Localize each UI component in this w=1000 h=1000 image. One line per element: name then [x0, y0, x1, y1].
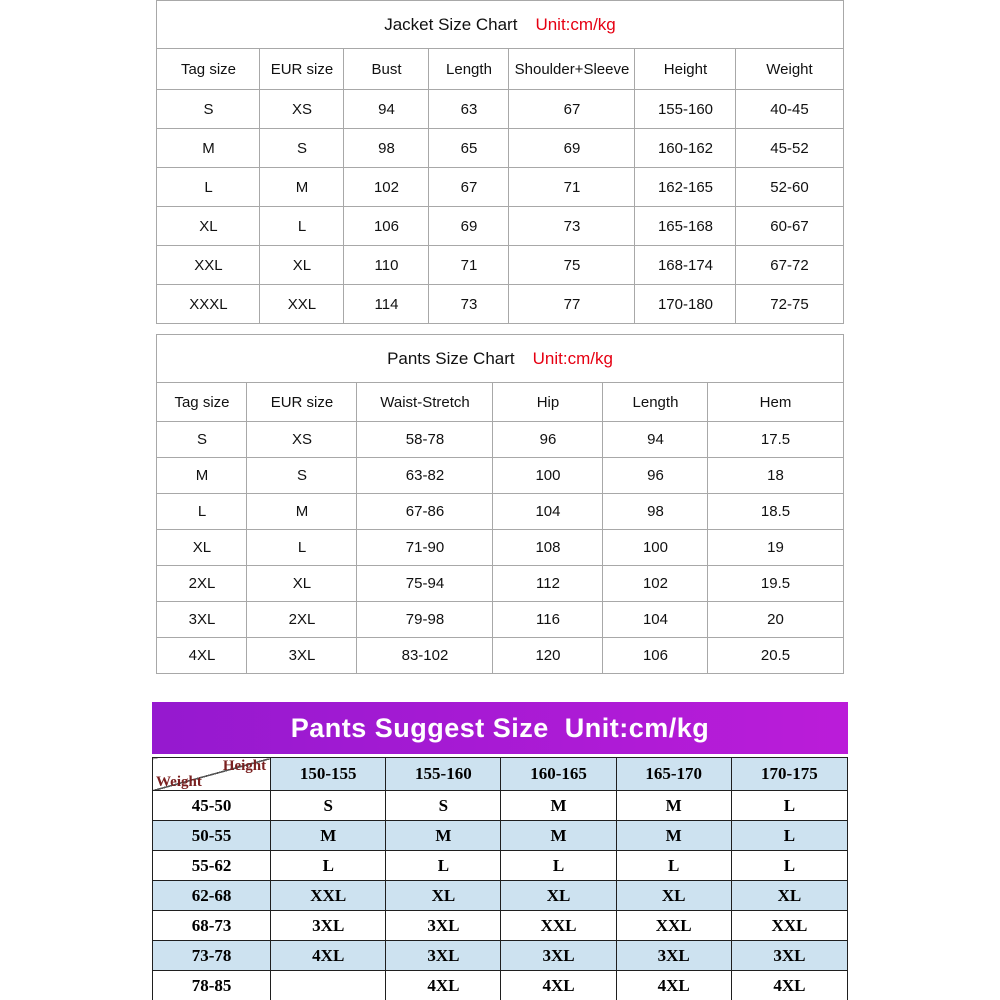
table-cell: 120: [493, 638, 603, 674]
table-cell: XXXL: [157, 285, 260, 324]
table-cell: 96: [493, 422, 603, 458]
table-cell: 73: [429, 285, 509, 324]
table-cell: 73-78: [153, 941, 271, 971]
table-row: [153, 851, 848, 881]
table-cell: M: [260, 168, 344, 207]
table-cell: 100: [603, 530, 708, 566]
table-cell: M: [271, 821, 386, 851]
table-cell: 168-174: [635, 246, 736, 285]
pants-suggest-banner: [152, 702, 848, 754]
table-cell: 69: [509, 129, 635, 168]
table-cell: 58-78: [357, 422, 493, 458]
pants-chart-title: Pants Size Chart: [387, 348, 515, 368]
height-range-header: 155-160: [386, 758, 501, 791]
table-cell: EUR size: [260, 49, 344, 90]
pants-suggest-section: [152, 702, 848, 1000]
table-cell: L: [386, 851, 501, 881]
table-cell: Shoulder+Sleeve: [509, 49, 635, 90]
pants-table-body: [157, 422, 843, 674]
pants-suggest-banner-title: Pants Suggest Size: [290, 712, 549, 743]
table-cell: 112: [493, 566, 603, 602]
jacket-size-table: [156, 0, 843, 324]
table-cell: 2XL: [157, 566, 247, 602]
jacket-table-head: [157, 1, 843, 90]
table-cell: 98: [603, 494, 708, 530]
pants-title-row: [157, 335, 843, 383]
table-cell: XL: [247, 566, 357, 602]
table-row: [157, 246, 843, 285]
table-cell: 75-94: [357, 566, 493, 602]
table-row: [157, 638, 843, 674]
table-cell: XL: [616, 881, 731, 911]
table-cell: 18.5: [708, 494, 843, 530]
table-cell: 104: [603, 602, 708, 638]
table-cell: 106: [603, 638, 708, 674]
table-cell: 3XL: [616, 941, 731, 971]
pants-suggest-table: [152, 757, 848, 1000]
table-cell: 71: [509, 168, 635, 207]
table-cell: L: [731, 821, 847, 851]
table-row: [157, 49, 843, 90]
jacket-chart-title-cell: [157, 1, 843, 49]
table-cell: 3XL: [501, 941, 616, 971]
table-cell: 3XL: [157, 602, 247, 638]
table-cell: 2XL: [247, 602, 357, 638]
table-cell: 4XL: [616, 971, 731, 1000]
table-cell: XL: [386, 881, 501, 911]
pants-table-head: [157, 335, 843, 422]
table-cell: 3XL: [386, 911, 501, 941]
table-cell: 20.5: [708, 638, 843, 674]
table-cell: M: [616, 791, 731, 821]
table-cell: L: [157, 168, 260, 207]
table-cell: XXL: [271, 881, 386, 911]
table-row: [157, 530, 843, 566]
table-row: [157, 566, 843, 602]
table-cell: 110: [344, 246, 429, 285]
table-cell: 77: [509, 285, 635, 324]
table-cell: 4XL: [271, 941, 386, 971]
table-cell: XXL: [501, 911, 616, 941]
table-cell: Waist-Stretch: [357, 383, 493, 422]
table-row: [153, 791, 848, 821]
table-cell: XL: [501, 881, 616, 911]
table-cell: 162-165: [635, 168, 736, 207]
table-cell: S: [247, 458, 357, 494]
table-cell: S: [157, 422, 247, 458]
table-cell: 98: [344, 129, 429, 168]
table-cell: Length: [603, 383, 708, 422]
table-row: [157, 383, 843, 422]
jacket-chart-title: Jacket Size Chart: [384, 14, 518, 34]
table-cell: S: [271, 791, 386, 821]
table-cell: 68-73: [153, 911, 271, 941]
table-cell: 170-180: [635, 285, 736, 324]
suggest-header-row: [153, 758, 848, 791]
table-cell: 102: [344, 168, 429, 207]
table-cell: 3XL: [731, 941, 847, 971]
height-range-header: 170-175: [731, 758, 847, 791]
table-row: [153, 881, 848, 911]
table-cell: [271, 971, 386, 1000]
height-range-header: 165-170: [616, 758, 731, 791]
table-cell: M: [157, 129, 260, 168]
table-cell: M: [501, 821, 616, 851]
table-cell: 4XL: [386, 971, 501, 1000]
table-cell: M: [157, 458, 247, 494]
table-cell: XS: [247, 422, 357, 458]
table-cell: 94: [344, 90, 429, 129]
table-row: [153, 911, 848, 941]
pants-suggest-banner-unit: Unit:cm/kg: [564, 712, 710, 743]
table-cell: 72-75: [736, 285, 843, 324]
table-cell: 20: [708, 602, 843, 638]
weight-axis-label: Weight: [156, 774, 202, 790]
table-cell: 160-162: [635, 129, 736, 168]
jacket-unit-label: Unit:cm/kg: [535, 14, 616, 34]
table-cell: S: [157, 90, 260, 129]
table-cell: 65: [429, 129, 509, 168]
table-cell: L: [247, 530, 357, 566]
table-cell: 67-86: [357, 494, 493, 530]
table-cell: XXL: [260, 285, 344, 324]
table-row: [157, 207, 843, 246]
table-cell: 45-52: [736, 129, 843, 168]
table-cell: XXL: [616, 911, 731, 941]
height-range-header: 160-165: [501, 758, 616, 791]
table-cell: EUR size: [247, 383, 357, 422]
table-cell: 3XL: [271, 911, 386, 941]
table-cell: 165-168: [635, 207, 736, 246]
table-cell: Hem: [708, 383, 843, 422]
table-cell: 3XL: [386, 941, 501, 971]
table-cell: L: [157, 494, 247, 530]
table-cell: M: [501, 791, 616, 821]
table-cell: 67: [429, 168, 509, 207]
height-axis-label: Height: [222, 758, 267, 774]
table-cell: 104: [493, 494, 603, 530]
table-cell: S: [386, 791, 501, 821]
table-cell: 79-98: [357, 602, 493, 638]
table-cell: 50-55: [153, 821, 271, 851]
table-cell: 52-60: [736, 168, 843, 207]
suggest-table-body: [153, 791, 848, 1000]
table-cell: 18: [708, 458, 843, 494]
table-row: [157, 168, 843, 207]
table-cell: L: [616, 851, 731, 881]
table-cell: 4XL: [501, 971, 616, 1000]
table-cell: M: [247, 494, 357, 530]
table-cell: 73: [509, 207, 635, 246]
table-cell: 17.5: [708, 422, 843, 458]
table-row: [153, 941, 848, 971]
height-range-header: 150-155: [271, 758, 386, 791]
table-cell: XL: [260, 246, 344, 285]
table-cell: XS: [260, 90, 344, 129]
table-cell: M: [616, 821, 731, 851]
table-cell: 3XL: [247, 638, 357, 674]
table-cell: L: [271, 851, 386, 881]
table-cell: XL: [157, 530, 247, 566]
table-cell: 71: [429, 246, 509, 285]
table-row: [157, 602, 843, 638]
table-cell: Bust: [344, 49, 429, 90]
table-cell: Height: [635, 49, 736, 90]
table-row: [157, 458, 843, 494]
table-cell: 4XL: [157, 638, 247, 674]
table-cell: 96: [603, 458, 708, 494]
table-cell: 114: [344, 285, 429, 324]
table-cell: 45-50: [153, 791, 271, 821]
table-cell: 106: [344, 207, 429, 246]
table-cell: 63: [429, 90, 509, 129]
table-cell: 100: [493, 458, 603, 494]
table-row: [157, 422, 843, 458]
table-cell: 19.5: [708, 566, 843, 602]
table-cell: Weight: [736, 49, 843, 90]
table-cell: Tag size: [157, 49, 260, 90]
table-cell: L: [731, 851, 847, 881]
table-cell: L: [501, 851, 616, 881]
table-cell: 67-72: [736, 246, 843, 285]
table-cell: 116: [493, 602, 603, 638]
table-cell: 75: [509, 246, 635, 285]
table-row: [153, 971, 848, 1000]
table-cell: XXL: [157, 246, 260, 285]
table-cell: 55-62: [153, 851, 271, 881]
table-cell: 83-102: [357, 638, 493, 674]
table-cell: L: [731, 791, 847, 821]
table-cell: 62-68: [153, 881, 271, 911]
table-cell: 78-85: [153, 971, 271, 1000]
table-cell: XL: [731, 881, 847, 911]
table-cell: Hip: [493, 383, 603, 422]
table-cell: 155-160: [635, 90, 736, 129]
table-cell: XXL: [731, 911, 847, 941]
table-cell: 63-82: [357, 458, 493, 494]
table-cell: 4XL: [731, 971, 847, 1000]
table-row: [157, 90, 843, 129]
table-cell: 69: [429, 207, 509, 246]
table-cell: 19: [708, 530, 843, 566]
table-cell: 40-45: [736, 90, 843, 129]
suggest-table-head: [153, 758, 848, 791]
table-cell: 71-90: [357, 530, 493, 566]
table-cell: Tag size: [157, 383, 247, 422]
table-cell: M: [386, 821, 501, 851]
jacket-table-body: [157, 90, 843, 324]
pants-size-table: [156, 334, 843, 674]
table-cell: S: [260, 129, 344, 168]
table-cell: XL: [157, 207, 260, 246]
table-cell: 94: [603, 422, 708, 458]
pants-unit-label: Unit:cm/kg: [532, 348, 613, 368]
pants-chart-title-cell: [157, 335, 843, 383]
table-row: [157, 129, 843, 168]
table-cell: 108: [493, 530, 603, 566]
table-row: [157, 494, 843, 530]
table-cell: 102: [603, 566, 708, 602]
table-row: [153, 821, 848, 851]
table-row: [157, 285, 843, 324]
jacket-title-row: [157, 1, 843, 49]
table-cell: Length: [429, 49, 509, 90]
table-cell: 60-67: [736, 207, 843, 246]
table-cell: 67: [509, 90, 635, 129]
table-cell: L: [260, 207, 344, 246]
corner-header-cell: [153, 758, 271, 791]
